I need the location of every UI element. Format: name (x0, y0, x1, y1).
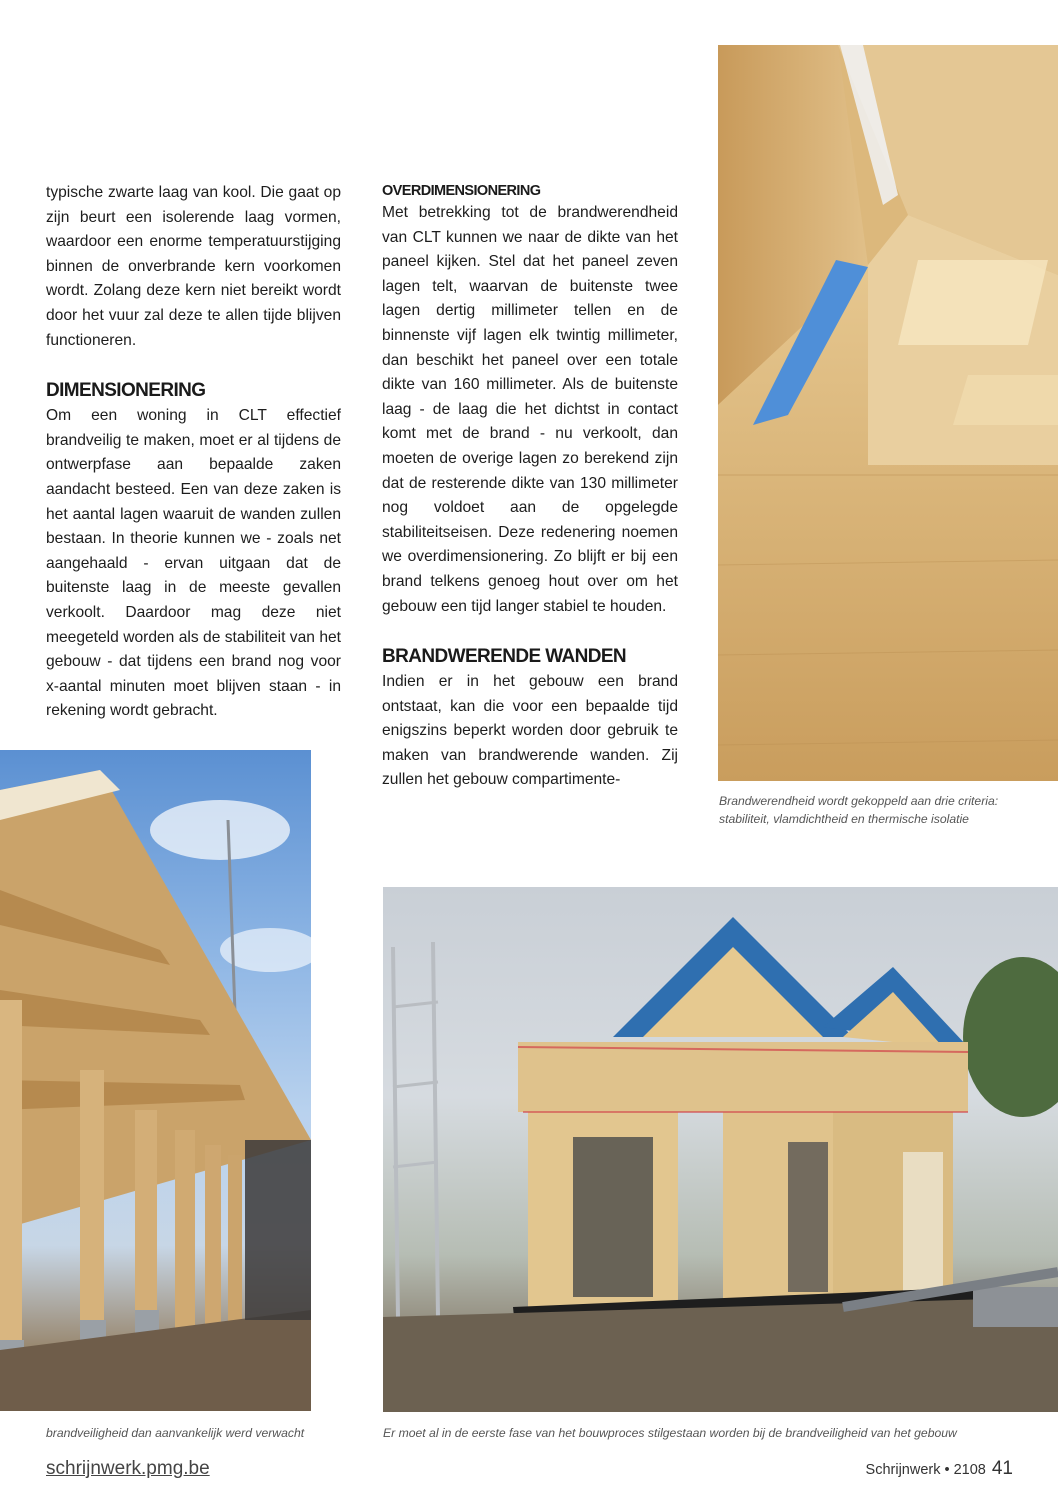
paragraph-overdimensionering: Met betrekking tot de brandwerendheid van CLT kunnen we naar de dikte van het paneel kijken. Stel dat het paneel zeven lagen telt, waarvan de buitenste twee lagen dertig millimeter tellen en de binnenste vijf lagen elk twintig millimeter, dan beschikt het paneel over een totale dikte van 160 millimeter. Als de buitenste laag - de laag die het dichtst in contact komt met de brand - nu verkoolt, dan moeten de overige lagen zo berekend zijn dat de resterende dikte van 130 millimeter nog voldoet aan de opgelegde stabiliteitseisen. Deze redenering noemen we overdimensionering. Zo blijft er bij een brand telkens genoeg hout over om het gebouw een tijd langer stabiel te houden. (382, 204, 678, 615)
caption-canopy: brandveiligheid dan aanvankelijk werd verwacht (46, 1426, 305, 1440)
footer-issue: Schrijnwerk • 2108 (865, 1462, 986, 1478)
caption-interior-line1: Brandwerendheid wordt gekoppeld aan drie criteria: (719, 794, 999, 808)
heading-overdimensionering: OVERDIMENSIONERING (382, 183, 541, 199)
paragraph-brandwerende-wanden: Indien er in het gebouw een brand ontstaat, kan die voor een bepaalde tijd enigszins beperkt worden door gebruik te maken van brandwerende wanden. Zij zullen het gebouw compartimente- (382, 673, 678, 789)
caption-interior (719, 792, 1049, 828)
caption-interior-line2: stabiliteit, vlamdichtheid en thermische isolatie (719, 812, 969, 826)
photo-clt-canopy-illustration (0, 750, 311, 1411)
text-column-middle (382, 181, 678, 793)
paragraph-intro: typische zwarte laag van kool. Die gaat op zijn beurt een isolerende laag vormen, waardoor een enorme temperatuurstijging binnen de onverbrande kern voorkomen wordt. Zolang deze kern niet bereikt wordt door het vuur zal deze te allen tijde blijven functioneren. (46, 184, 341, 349)
paragraph-dimensionering: Om een woning in CLT effectief brandveilig te maken, moet er al tijdens de ontwerpfase aan bepaalde zaken aandacht besteed. Een van deze zaken is het aantal lagen waaruit de wanden zullen bestaan. In theorie kunnen we - zoals net aangehaald - ervan uitgaan dat de buitenste laag in de meeste gevallen verkoolt. Daardoor mag deze niet meegeteld worden als de stabiliteit van het gebouw - dat tijdens een brand nog voor x-aantal minuten moet blijven staan - in rekening wordt gebracht. (46, 407, 341, 720)
photo-house-construction (383, 887, 1058, 1412)
text-column-left (46, 181, 341, 724)
heading-brandwerende-wanden: BRANDWERENDE WANDEN (382, 646, 627, 668)
photo-clt-interior-illustration (718, 45, 1058, 781)
heading-dimensionering: DIMENSIONERING (46, 380, 206, 402)
photo-clt-interior (718, 45, 1058, 781)
footer-issue-info (866, 1458, 1013, 1480)
photo-house-construction-illustration (383, 887, 1058, 1412)
page-number: 41 (991, 1458, 1013, 1479)
caption-house: Er moet al in de eerste fase van het bouwproces stilgestaan worden bij de brandveiligheid van het gebouw (383, 1426, 957, 1440)
photo-clt-canopy (0, 750, 311, 1411)
footer-website-link[interactable]: schrijnwerk.pmg.be (46, 1458, 210, 1479)
